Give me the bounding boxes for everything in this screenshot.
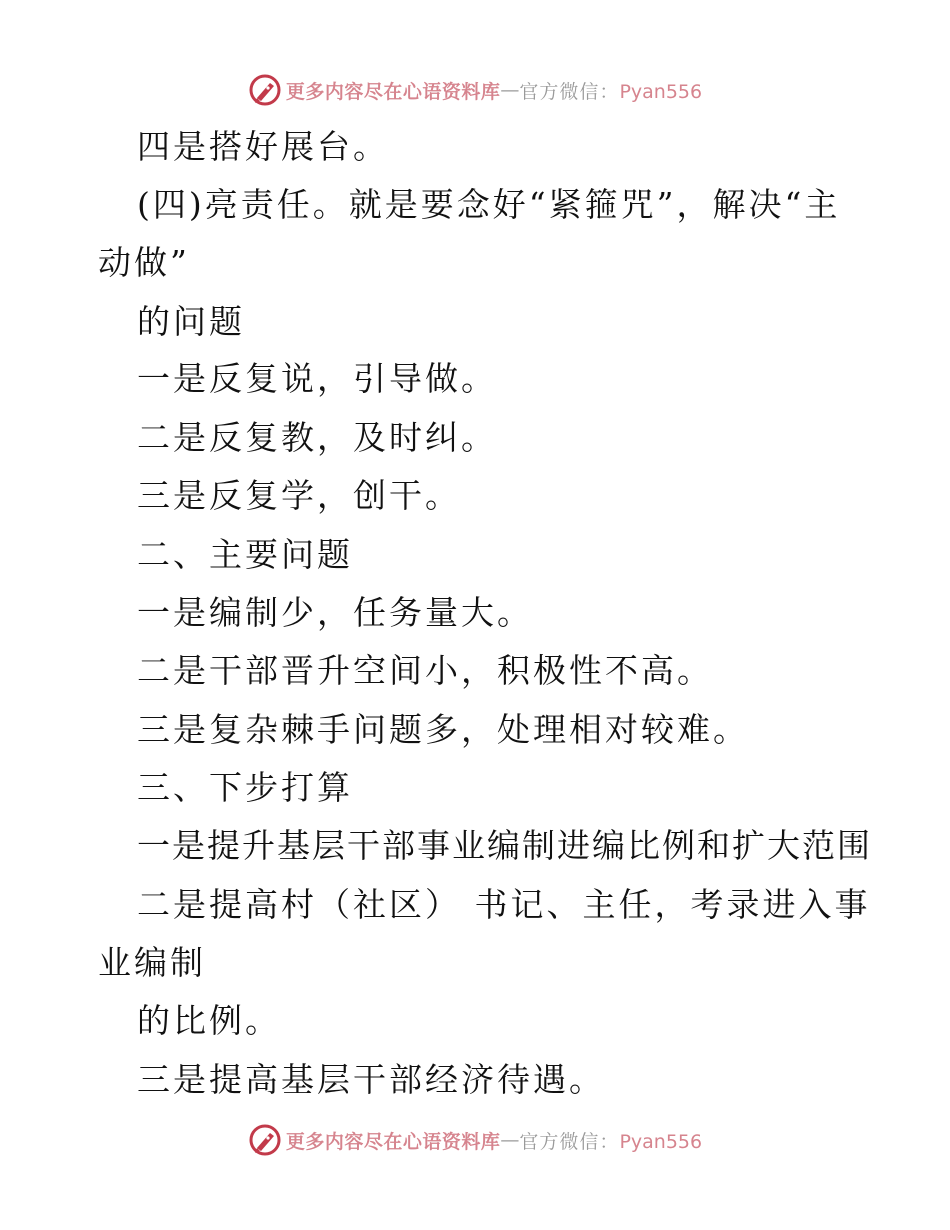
section-heading: 三、下步打算: [137, 768, 353, 807]
banner-wechat-label: 官方微信：: [519, 1130, 620, 1153]
text-line: 一是提升基层干部事业编制进编比例和扩大范围: [137, 826, 872, 865]
text-line: 一是编制少，任务量大。: [137, 593, 533, 632]
pen-logo-icon: [248, 73, 282, 107]
text-line: 二是干部晋升空间小，积极性不高。: [137, 651, 713, 690]
text-line: 三是提高基层干部经济待遇。: [137, 1060, 605, 1099]
text-line: 一是反复说，引导做。: [137, 359, 497, 398]
banner-dash: —: [500, 79, 520, 101]
text-line: 三是复杂棘手问题多，处理相对较难。: [137, 710, 749, 749]
banner-wechat-label: 官方微信：: [519, 80, 620, 103]
text-line: 的问题: [137, 302, 245, 341]
banner-dash: —: [500, 1129, 520, 1151]
text-line: 四是搭好展台。: [137, 127, 389, 166]
banner-wechat-id: Pyan556: [619, 1130, 703, 1153]
banner-wechat-id: Pyan556: [619, 80, 703, 103]
text-line: 的比例。: [137, 1001, 281, 1040]
banner-title: 更多内容尽在心语资料库: [285, 1130, 501, 1153]
text-line: 二是反复教，及时纠。: [137, 418, 497, 457]
banner-title: 更多内容尽在心语资料库: [285, 80, 501, 103]
text-line: 二是提高村（社区） 书记、主任，考录进入事: [137, 885, 871, 924]
pen-logo-icon: [248, 1123, 282, 1157]
text-line: (四)亮责任。就是要念好“紧箍咒”，解决“主: [137, 185, 841, 224]
header-banner: [0, 70, 950, 110]
text-line: 三是反复学，创干。: [137, 476, 461, 515]
banner-wechat: [519, 77, 702, 104]
section-heading: 二、主要问题: [137, 535, 353, 574]
footer-banner: [0, 1120, 950, 1160]
banner-wechat: [519, 1127, 702, 1154]
text-line: 业编制: [98, 943, 206, 982]
text-line: 动做”: [98, 243, 190, 282]
